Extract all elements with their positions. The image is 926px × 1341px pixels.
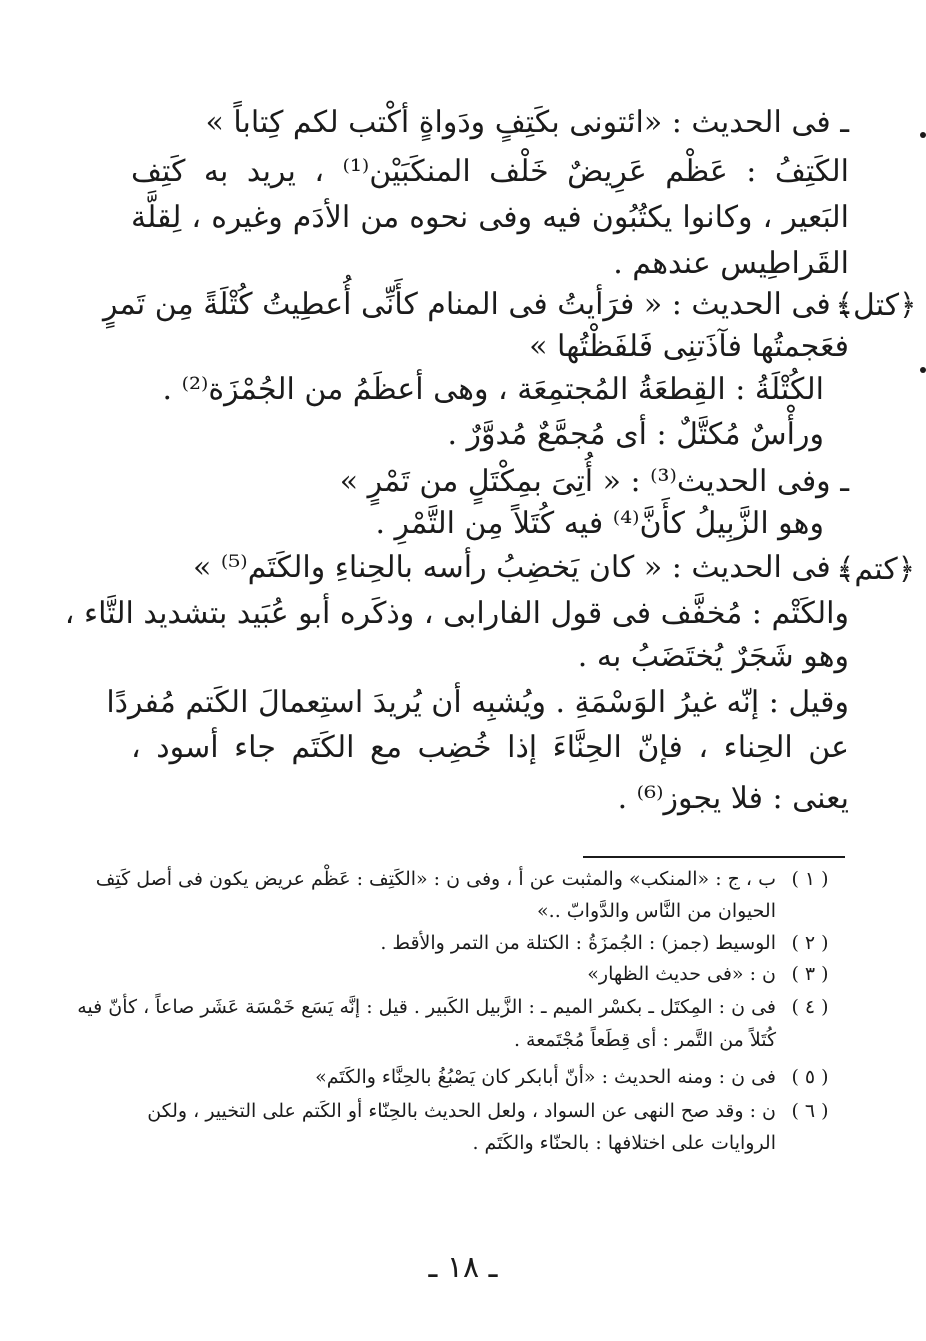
body-line: وهو الزَّبِيلُ كأَنَّ⁽⁴⁾ فيه كُتَلاً مِن التَّمْرِ . bbox=[375, 506, 824, 541]
footnote-number: ( ٤ ) bbox=[791, 996, 829, 1018]
footnote-number: ( ٣ ) bbox=[791, 963, 829, 985]
body-line: فعَجمتُها فآذَتنِى فَلفَظْتُها » bbox=[529, 329, 849, 364]
footnote-line: ن : وقد صح النهى عن السواد ، ولعل الحديث بالحِنّاء أو الكَتم على التخيير ، ولكن bbox=[147, 1100, 776, 1122]
body-line: البَعير ، وكانوا يكتُبُون فيه وفى نحوه من الأدَم وغيره ، لِقلَّة bbox=[131, 200, 849, 235]
footnote-line: ن : «فى حديث الظهار» bbox=[587, 963, 776, 985]
footnote-line: فى ن : ومنه الحديث : «أنّ أبابكر كان يَصْبُغُ بالحِنَّاء والكَتَم» bbox=[315, 1066, 776, 1088]
entry-label-katam: ﴿كتم﴾ bbox=[836, 552, 916, 587]
footnote-number: ( ٥ ) bbox=[791, 1066, 829, 1088]
body-line: الكَتِفُ : عَظْم عَرِيضٌ خَلْف المنكَبَيْن⁽¹⁾ ، يريد به كَتِف bbox=[131, 154, 849, 189]
entry-label-katal: ﴿كتل﴾ bbox=[835, 288, 917, 323]
page-number: ـ ١٨ ـ bbox=[428, 1250, 498, 1285]
footnote-number: ( ١ ) bbox=[791, 868, 829, 890]
footnote-line: الوسيط (جمز) : الجُمزَةُ : الكتلة من التمر والأقط . bbox=[380, 932, 776, 954]
body-line: ورأْسٌ مُكتَّلٌ : أى مُجمَّعٌ مُدوَّرٌ . bbox=[447, 417, 824, 452]
footnote-number: ( ٦ ) bbox=[791, 1100, 829, 1122]
body-line: وقيل : إنّه غيرُ الوَسْمَةِ . ويُشبِه أن يُريدَ استِعمالَ الكَتم مُفردًا bbox=[106, 685, 849, 720]
body-line: ـ فى الحديث : «ائتونى بكَتِفٍ ودَواةٍ أكْتب لكم كِتاباً » bbox=[205, 105, 849, 140]
margin-mark bbox=[920, 367, 926, 373]
footnote-line: كُتَلاً من التَّمر : أى قِطَعاً مُجْتَمعة . bbox=[513, 1029, 776, 1051]
body-line: الكُتْلَةُ : القِطعَةُ المُجتمِعَة ، وهى أعظَمُ من الجُمْزَة⁽²⁾ . bbox=[162, 372, 824, 407]
body-line: والكَتْم : مُخفَّف فى قول الفارابى ، وذكَره أبو عُبَيد بتشديد التَّاء ، bbox=[64, 596, 849, 631]
footnote-line: الروايات على اختلافها : بالحنّاء والكَتَم . bbox=[472, 1132, 776, 1154]
body-line: يعنى : فلا يجوز⁽⁶⁾ . bbox=[617, 781, 849, 816]
body-line: ـ فى الحديث : « فرَأيتُ فى المنام كأَنِّى أُعطِيتُ كُتْلَةً مِن تَمرٍ bbox=[102, 287, 849, 322]
body-line: ـ فى الحديث : « كان يَخضِبُ رأسه بالحِناءِ والكَتَم⁽⁵⁾ » bbox=[192, 550, 849, 585]
body-line: وهو شَجَرٌ يُختَضَبُ به . bbox=[577, 639, 849, 674]
footnote-line: ب ، ج : «المنكب» والمثبت عن أ ، وفى ن : «الكَتِف : عَظْم عريض يكون فى أصل كَتِف bbox=[95, 868, 776, 890]
footnote-line: الحيوان من النَّاس والدَّوابّ ..» bbox=[537, 900, 776, 922]
body-line: ـ وفى الحديث⁽³⁾ : « أُتِىَ بمِكْتَلٍ من تَمْرٍ » bbox=[339, 464, 849, 499]
body-line: القَراطِيس عندهم . bbox=[613, 246, 849, 281]
footnote-number: ( ٢ ) bbox=[791, 932, 829, 954]
footnote-line: فى ن : المِكتَل ـ بكسْر الميم ـ : الزَّبيل الكَبير . قيل : إنَّه يَسَع خَمْسَة عَشَر صاعاً ، كأنّ فيه bbox=[77, 996, 776, 1018]
footnote-rule bbox=[583, 856, 845, 858]
margin-mark bbox=[920, 132, 926, 138]
body-line: عن الحِناء ، فإنّ الحِنَّاءَ إذا خُضِب مع الكَتَم جاء أسود ، bbox=[131, 730, 849, 765]
